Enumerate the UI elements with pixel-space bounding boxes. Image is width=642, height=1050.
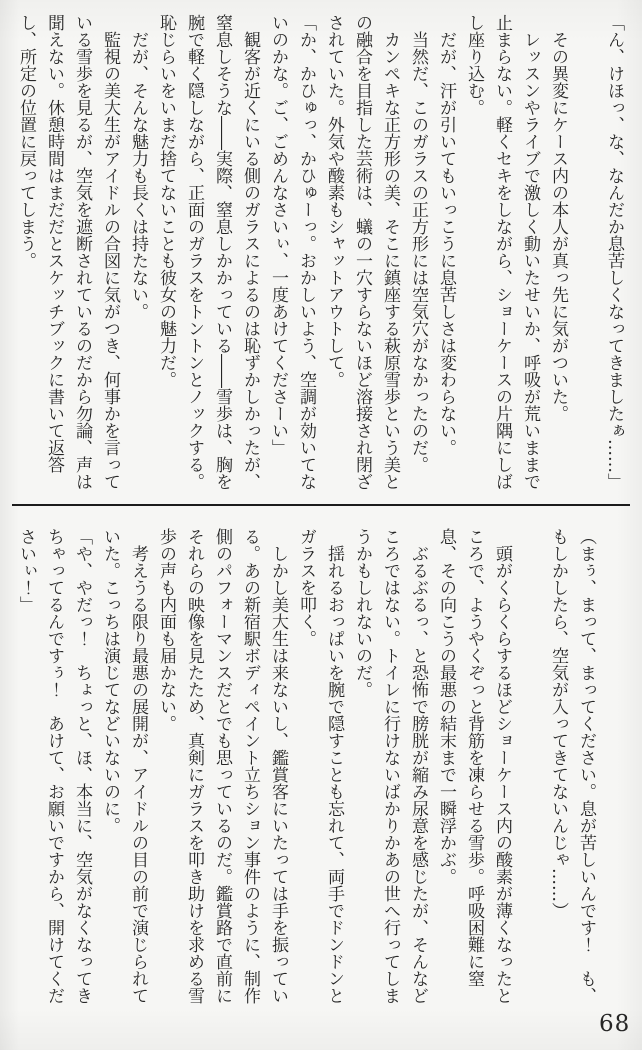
blank-line — [516, 528, 544, 1006]
paragraph-narrative: カンペキな正方形の美、そこに鎮座する萩原雪歩という美との融合を目指した芸術は、蟻の一穴すらないほど溶接され閉ざされていた。外気や酸素もシャットアウトして。 — [324, 14, 400, 490]
paragraph-narrative: 観客が近くにいる側のガラスによるのは恥ずかしかったが、窒息しそうな――実際、窒息しかかっている――雪歩は、胸を腕で軽く隠しながら、正面のガラスをトントンとノックする。恥じらいをいまだ捨てないことも彼女の魅力だ。 — [156, 14, 260, 490]
paragraph-thought: （まぅ、まって、まってください。息が苦しいんです！ も、もしかしたら、空気が入ってきてないんじゃ……） — [548, 528, 596, 1004]
paragraph-narrative: ぶるぶるっ、と恐怖で膀胱が縮み尿意を感じたが、そんなどころではない。トイレに行けないばかりかあの世へ行ってしまうかもしれないのだ。 — [352, 528, 428, 1004]
paragraph-narrative: 考えうる限り最悪の展開が、アイドルの目の前で演じられていた。こっちは演じてなどいないのに。 — [100, 528, 148, 1004]
paragraph-narrative: 当然だ、このガラスの正方形には空気穴がなかったのだ。 — [408, 31, 428, 473]
blank-line — [572, 14, 600, 492]
paragraph-narrative: しかし美大生は来ないし、鑑賞客にいたっては手を振っている。あの新宿駅ボディペイント立ちション事件のように、制作側のパフォーマンスだとでも思っているのだ。鑑賞路で直前にそれらの映像を見たため、真剣にガラスを叩き助けを求める雪歩の声も内面も届かない。 — [156, 528, 288, 1004]
paragraph-narrative: レッスンやライブで激しく動いたせいか、呼吸が荒いままで止まらない。軽くセキをしながら、ショーケースの片隅にしばし座り込む。 — [464, 14, 540, 490]
paragraph-narrative: 揺れるおっぱいを腕で隠すことも忘れて、両手でドンドンとガラスを叩く。 — [296, 528, 344, 1004]
paragraph-narrative: だが、そんな魅力も長くは持たない。 — [128, 31, 148, 320]
bottom-text-section — [12, 528, 628, 1006]
paragraph-dialogue: 「か、かひゅっ、かひゅーっ。おかしいよう、空調が効いてないのかな。ご、ごめんなさいぃ、一度あけてくださーい」 — [268, 14, 316, 490]
section-divider — [12, 504, 630, 506]
paragraph-dialogue: 「ん、けほっ、な、なんだか息苦しくなってきましたぁ……」 — [604, 14, 624, 490]
paragraph-narrative: だが、汗が引いてもいっこうに息苦しさは変わらない。 — [436, 31, 456, 456]
paragraph-narrative: その異変にケース内の本人が真っ先に気がついた。 — [548, 31, 568, 422]
page-number: 68 — [599, 1011, 631, 1037]
paragraph-dialogue: 「や、やだっ！ ちょっと、ほ、本当に、空気がなくなってきちゃってるんですぅ！ あけて、お願いですから、開けてくださいぃ！」 — [16, 528, 92, 1004]
paragraph-narrative: 監視の美大生がアイドルの合図に気がつき、何事かを言っている雪歩を見るが、空気を遮断されているのだから勿論、声は聞えない。休憩時間はまだだとスケッチブックに書いて返答し、所定の位置に戻ってしまう。 — [16, 14, 120, 490]
top-text-section — [12, 14, 628, 492]
blank-line — [600, 528, 628, 1006]
paragraph-narrative: 頭がくらくらするほどショーケース内の酸素が薄くなったところで、ようやくぞっと背筋を凍らせる雪歩。呼吸困難に窒息、その向こうの最悪の結末まで一瞬浮かぶ。 — [436, 528, 512, 1004]
